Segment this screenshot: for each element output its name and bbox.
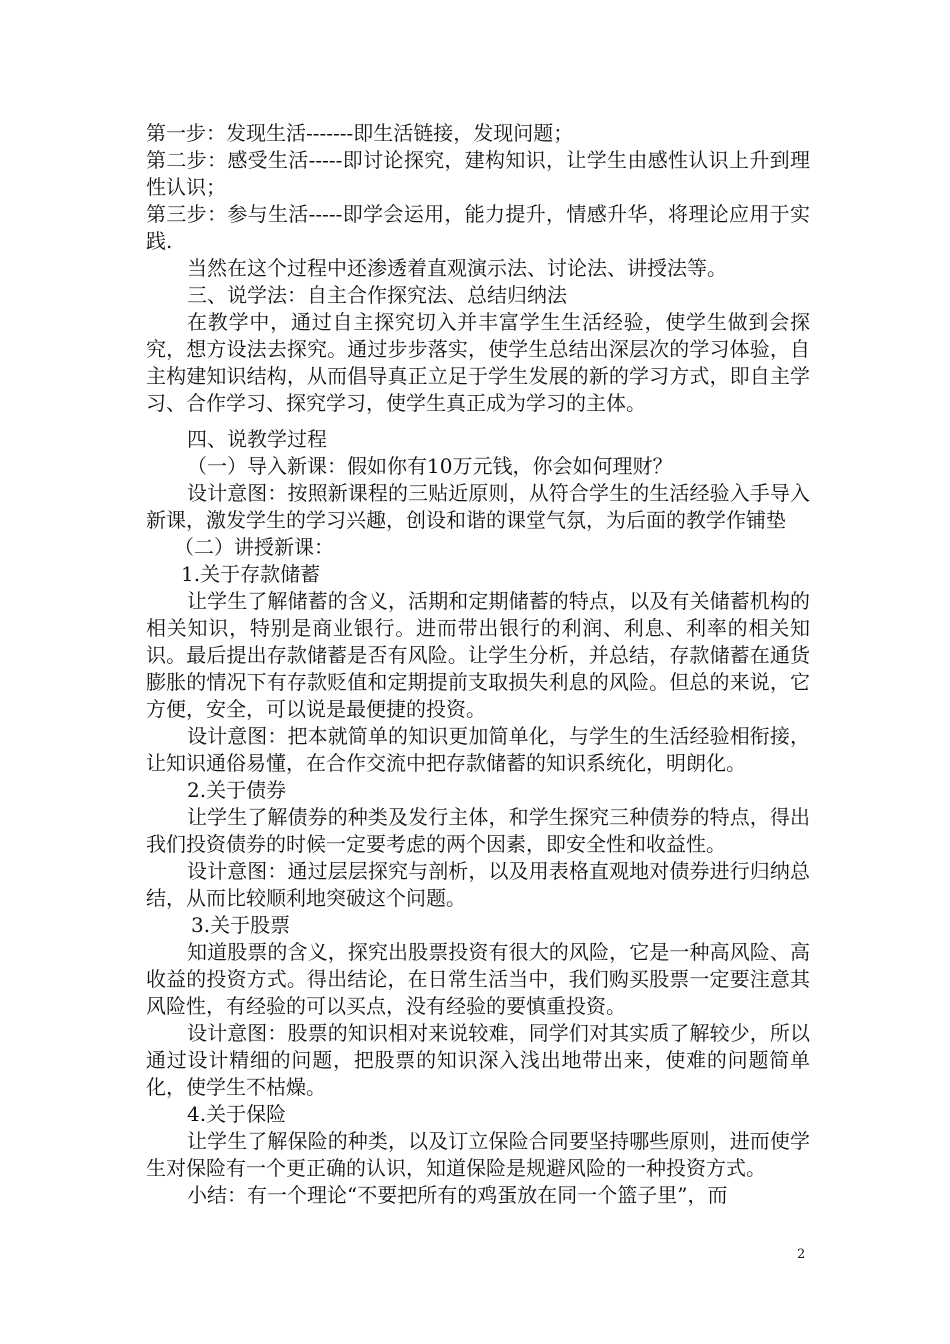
- topic4-paragraph: 让学生了解保险的种类，以及订立保险合同要坚持哪些原则，进而使学生对保险有一个更正确的认识，知道保险是规避风险的一种投资方式。: [146, 1129, 810, 1180]
- topic2-paragraph: 让学生了解债券的种类及发行主体，和学生探究三种债券的特点，得出我们投资债券的时候一定要考虑的两个因素，即安全性和收益性。: [146, 805, 810, 856]
- topic2-design-paragraph: 设计意图：通过层层探究与剖析，以及用表格直观地对债券进行归纳总结，从而比较顺利地突破这个问题。: [146, 859, 810, 910]
- new-lesson-heading: （二）讲授新课：: [174, 535, 334, 559]
- step1-paragraph: 第一步：发现生活-------即生活链接，发现问题；: [146, 121, 574, 145]
- topic2-heading: 2.关于债券: [187, 778, 287, 802]
- topic3-design-paragraph: 设计意图：股票的知识相对来说较难，同学们对其实质了解较少，所以通过设计精细的问题，把股票的知识深入浅出地带出来，使难的问题简单化，使学生不枯燥。: [146, 1021, 810, 1099]
- section3-heading: 三、说学法：自主合作探究法、总结归纳法: [187, 283, 567, 307]
- topic4-heading: 4.关于保险: [187, 1102, 287, 1126]
- topic1-design-paragraph: 设计意图：把本就简单的知识更加简单化，与学生的生活经验相衔接，让知识通俗易懂，在合作交流中把存款储蓄的知识系统化，明朗化。: [146, 724, 810, 775]
- paragraph-spacer: [146, 417, 810, 426]
- page-number: 2: [797, 1247, 806, 1262]
- summary-paragraph: 小结：有一个理论“不要把所有的鸡蛋放在同一个篮子里”，而: [187, 1183, 728, 1207]
- step2-paragraph: 第二步：感受生活-----即讨论探究，建构知识，让学生由感性认识上升到理性认识；: [146, 148, 810, 199]
- topic3-paragraph: 知道股票的含义，探究出股票投资有很大的风险，它是一种高风险、高收益的投资方式。得出结论，在日常生活当中，我们购买股票一定要注意其风险性，有经验的可以买点，没有经验的要慎重投资。: [146, 940, 810, 1018]
- methods-note-paragraph: 当然在这个过程中还渗透着直观演示法、讨论法、讲授法等。: [187, 256, 727, 280]
- step3-paragraph: 第三步：参与生活-----即学会运用，能力提升，情感升华，将理论应用于实践.: [146, 202, 810, 253]
- topic1-paragraph: 让学生了解储蓄的含义，活期和定期储蓄的特点，以及有关储蓄机构的相关知识，特别是商业银行。进而带出银行的利润、利息、利率的相关知识。最后提出存款储蓄是否有风险。让学生分析，并总结，存款储蓄在通货膨胀的情况下有存款贬值和定期提前支取损失利息的风险。但总的来说，它方便，安全，可以说是最便捷的投资。: [146, 589, 810, 721]
- intro-heading: （一）导入新课：假如你有10万元钱，你会如何理财？: [187, 454, 673, 478]
- section4-heading: 四、说教学过程: [187, 427, 327, 451]
- topic1-heading: 1.关于存款储蓄: [181, 562, 321, 586]
- topic3-heading: 3.关于股票: [191, 913, 291, 937]
- section3-paragraph: 在教学中，通过自主探究切入并丰富学生生活经验，使学生做到会探究，想方设法去探究。通过步步落实，使学生总结出深层次的学习体验，自主构建知识结构，从而倡导真正立足于学生发展的新的学习方式，即自主学习、合作学习、探究学习，使学生真正成为学习的主体。: [146, 310, 810, 415]
- document-body: [146, 120, 810, 1209]
- intro-design-paragraph: 设计意图：按照新课程的三贴近原则，从符合学生的生活经验入手导入新课，激发学生的学习兴趣，创设和谐的课堂气氛，为后面的教学作铺垫: [146, 481, 810, 532]
